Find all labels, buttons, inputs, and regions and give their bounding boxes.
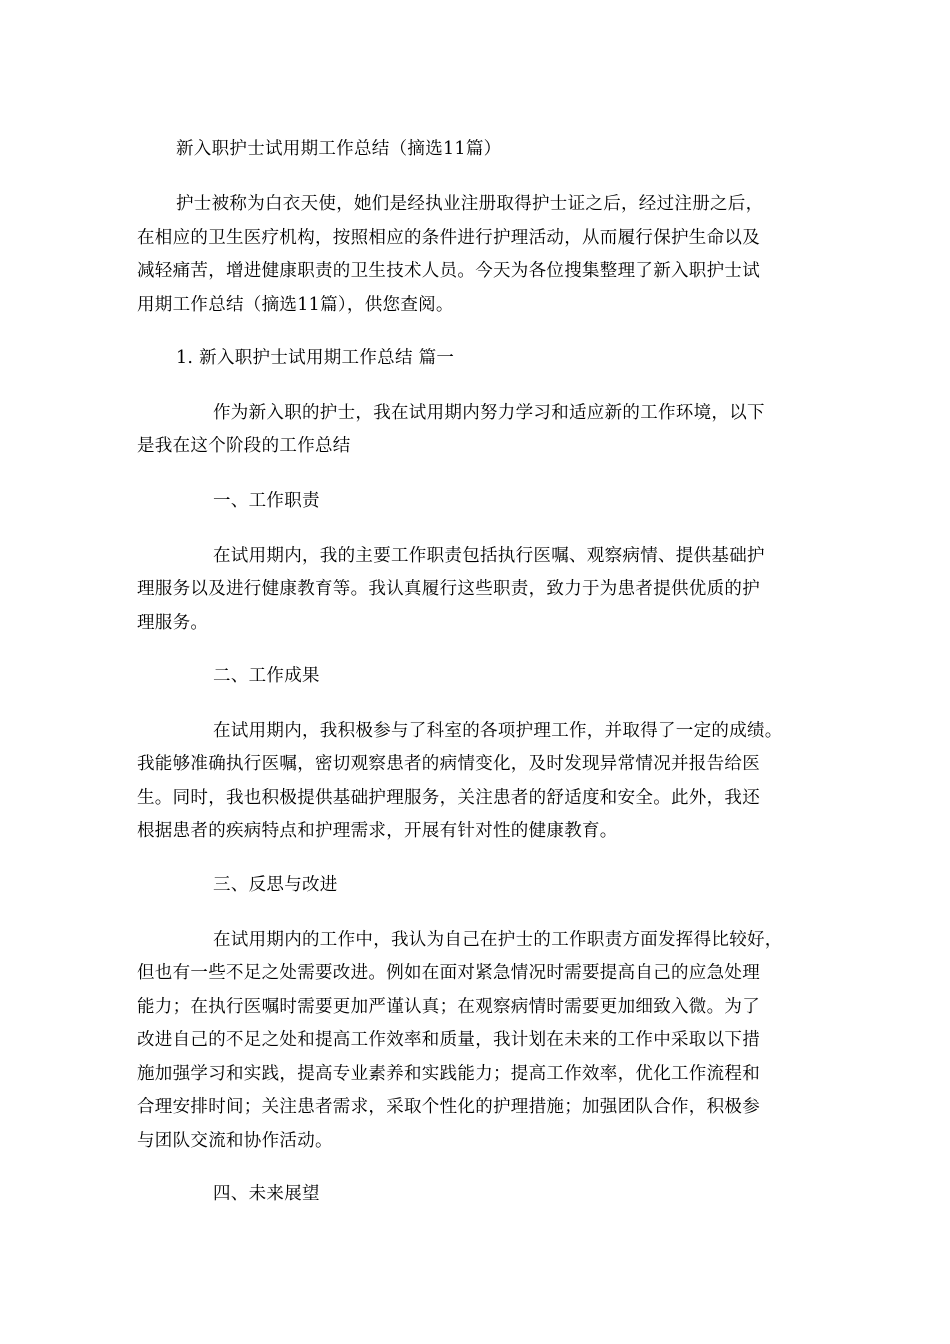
document-title: 新入职护士试用期工作总结（摘选11篇） xyxy=(176,139,502,159)
section-line: 与团队交流和协作活动。 xyxy=(137,1131,333,1151)
section-line: 能力；在执行医嘱时需要更加严谨认真；在观察病情时需要更加细致入微。为了 xyxy=(137,997,760,1017)
section-line: 合理安排时间；关注患者需求，采取个性化的护理措施；加强团队合作，积极参 xyxy=(137,1097,760,1117)
section-line: 生。同时，我也积极提供基础护理服务，关注患者的舒适度和安全。此外，我还 xyxy=(137,788,760,808)
section-line: 但也有一些不足之处需要改进。例如在面对紧急情况时需要提高自己的应急处理 xyxy=(137,963,760,983)
opening-line: 是我在这个阶段的工作总结 xyxy=(137,436,351,456)
section-line: 在试用期内的工作中，我认为自己在护士的工作职责方面发挥得比较好， xyxy=(213,930,783,950)
section-line: 我能够准确执行医嘱，密切观察患者的病情变化，及时发现异常情况并报告给医 xyxy=(137,754,760,774)
section-heading: 三、反思与改进 xyxy=(213,875,338,895)
section-line: 在试用期内，我的主要工作职责包括执行医嘱、观察病情、提供基础护 xyxy=(213,546,765,566)
section-line: 理服务。 xyxy=(137,613,209,633)
intro-line: 护士被称为白衣天使，她们是经执业注册取得护士证之后，经过注册之后， xyxy=(176,194,764,214)
section-heading: 四、未来展望 xyxy=(213,1184,320,1204)
intro-line: 减轻痛苦，增进健康职责的卫生技术人员。今天为各位搜集整理了新入职护士试 xyxy=(137,261,760,281)
opening-line: 作为新入职的护士，我在试用期内努力学习和适应新的工作环境，以下 xyxy=(213,403,765,423)
section-line: 在试用期内，我积极参与了科室的各项护理工作，并取得了一定的成绩。 xyxy=(213,721,783,741)
section-line: 改进自己的不足之处和提高工作效率和质量，我计划在未来的工作中采取以下措 xyxy=(137,1030,760,1050)
section-heading: 二、工作成果 xyxy=(213,666,320,686)
intro-line: 在相应的卫生医疗机构，按照相应的条件进行护理活动，从而履行保护生命以及 xyxy=(137,228,760,248)
section-line: 根据患者的疾病特点和护理需求，开展有针对性的健康教育。 xyxy=(137,821,618,841)
article-heading: 1. 新入职护士试用期工作总结 篇一 xyxy=(176,348,455,368)
section-heading: 一、工作职责 xyxy=(213,491,320,511)
intro-line: 用期工作总结（摘选11篇），供您查阅。 xyxy=(137,295,454,315)
section-line: 施加强学习和实践，提高专业素养和实践能力；提高工作效率，优化工作流程和 xyxy=(137,1064,760,1084)
section-line: 理服务以及进行健康教育等。我认真履行这些职责，致力于为患者提供优质的护 xyxy=(137,579,760,599)
